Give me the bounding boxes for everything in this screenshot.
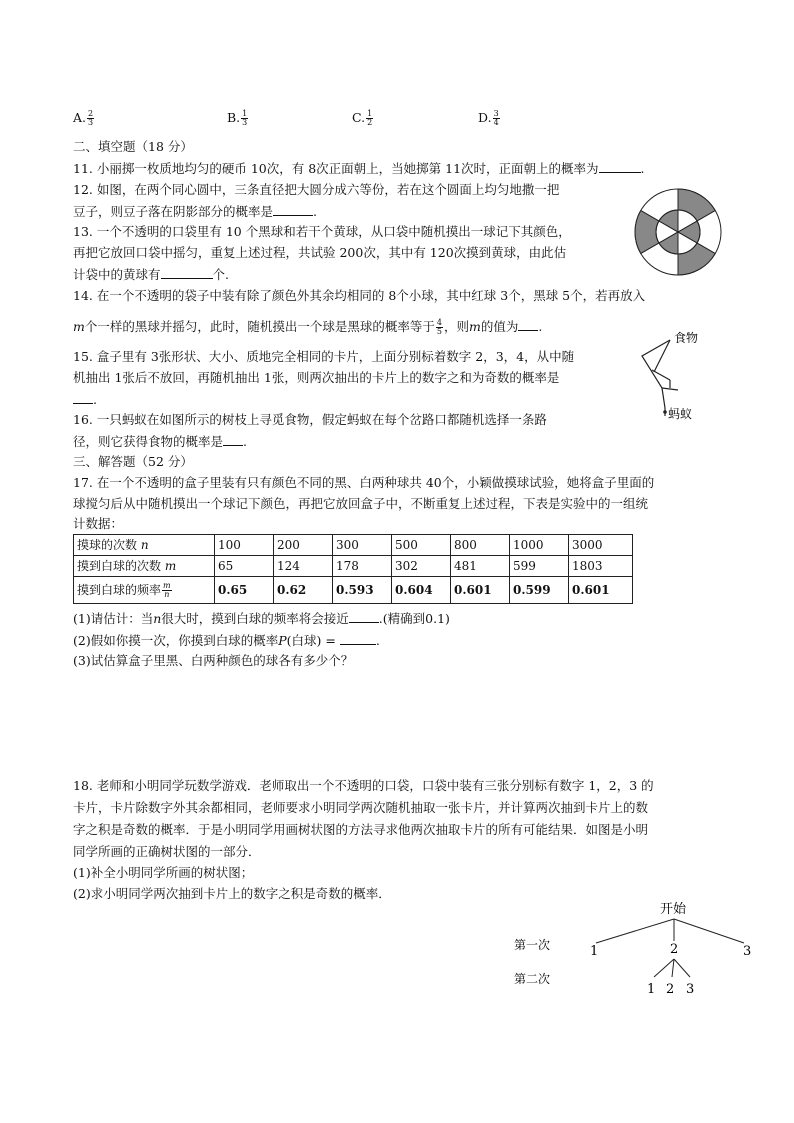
table-row-n <box>74 535 633 556</box>
n-cell: 500 <box>392 535 451 556</box>
option-a-den: 3 <box>88 118 94 127</box>
tree-level1-node: 3 <box>743 944 752 959</box>
concentric-circles-figure <box>632 186 724 278</box>
q11-answer-blank[interactable] <box>599 158 641 173</box>
q11-text: 11. 小丽掷一枚质地均匀的硬币 10次，有 8次正面朝上，当她掷第 11次时，正面朝上的概率为 <box>73 161 599 176</box>
n-cell: 3000 <box>569 535 633 556</box>
q17-p2c: . <box>375 633 380 648</box>
row-freq-label: 摸到白球的频率 <box>77 583 162 597</box>
q14-line2 <box>73 316 542 337</box>
m-cell: 124 <box>274 556 333 577</box>
option-d <box>478 108 501 128</box>
q16-line2 <box>73 431 247 452</box>
tree-level1-node: 1 <box>590 944 599 959</box>
row-n-var: n <box>140 538 149 552</box>
tree-level1-label: 第一次 <box>514 938 551 952</box>
n-cell: 800 <box>451 535 510 556</box>
q17-p2-answer-blank[interactable] <box>340 630 376 645</box>
m-cell: 481 <box>451 556 510 577</box>
m-cell: 302 <box>392 556 451 577</box>
q17-line3: 计数据： <box>73 516 124 531</box>
tree-sub-branch-2 <box>672 959 674 977</box>
q14-end: . <box>538 319 543 334</box>
q14-den: 5 <box>436 327 442 336</box>
q17-p2a: (2)假如你摸一次，你摸到白球的概率 <box>73 633 279 648</box>
q14-answer-blank[interactable] <box>518 316 538 331</box>
q14-num: 4 <box>436 318 442 327</box>
table-row-freq <box>74 577 633 604</box>
freq-cell: 0.604 <box>392 577 451 604</box>
q17-line1: 17. 在一个不透明的盒子里装有只有颜色不同的黑、白两种球共 40个，小颖做摸球试验，她将盒子里面的 <box>73 475 655 490</box>
q13-answer-blank[interactable] <box>161 264 213 279</box>
q12-line1: 12. 如图，在两个同心圆中，三条直径把大圆分成六等份，若在这个圆面上均匀地撒一把 <box>73 182 560 197</box>
freq-cell: 0.593 <box>333 577 392 604</box>
option-c-num: 1 <box>367 109 373 118</box>
option-a <box>73 108 95 128</box>
q17-part2 <box>73 630 380 651</box>
q14-line2a: 个一样的黑球并摇匀，此时，随机摸出一个球是黑球的概率等于 <box>84 319 435 334</box>
ant-tree-figure <box>632 326 712 428</box>
q17-p1a: (1)请估计：当 <box>73 611 154 626</box>
q11-end: . <box>640 161 645 176</box>
q18-line3: 字之积是奇数的概率．于是小明同学用画树状图的方法寻求他两次抽取卡片的所有可能结果．如图是小明 <box>73 822 649 837</box>
q18-line4: 同学所画的正确树状图的一部分． <box>73 844 261 859</box>
freq-cell: 0.62 <box>274 577 333 604</box>
m-cell: 1803 <box>569 556 633 577</box>
tree-root: 开始 <box>660 902 687 917</box>
tree-level1-node: 2 <box>670 942 679 957</box>
q15-line2: 机抽出 1张后不放回，再随机抽出 1张，则两次抽出的卡片上的数字之和为奇数的概率是 <box>73 370 560 385</box>
q13-line2: 再把它放回口袋中摇匀，重复上述过程，共试验 200次，其中有 120次摸到黄球，由此估 <box>73 245 567 260</box>
q16-answer-blank[interactable] <box>223 431 243 446</box>
q17-p1-var: n <box>153 611 162 626</box>
q12-line2-text: 豆子，则豆子落在阴影部分的概率是 <box>73 204 274 219</box>
q16-line2-text: 径，则它获得食物的概率是 <box>73 434 224 449</box>
tree-branch-3 <box>674 919 744 943</box>
tree-sub-branch-3 <box>674 959 690 977</box>
option-b-fraction <box>241 110 248 127</box>
option-b-den: 3 <box>242 118 248 127</box>
option-a-num: 2 <box>88 109 94 118</box>
q12-line2 <box>73 201 317 222</box>
q18-line2: 卡片，卡片除数字外其余都相同，老师要求小明同学两次随机抽取一张卡片，并计算两次抽到卡片上的数 <box>73 800 649 815</box>
tree-branch-1 <box>596 919 674 943</box>
q16-line1: 16. 一只蚂蚁在如图所示的树枝上寻觅食物，假定蚂蚁在每个岔路口都随机选择一条路 <box>73 412 547 427</box>
freq-cell: 0.65 <box>215 577 274 604</box>
option-b-num: 1 <box>242 109 248 118</box>
q18-part2: (2)求小明同学两次抽到卡片上的数字之积是奇数的概率． <box>73 886 391 901</box>
row-n-header <box>74 535 215 556</box>
option-c-den: 2 <box>367 118 373 127</box>
q17-p1b: 很大时，摸到白球的频率将会接近 <box>161 611 349 626</box>
q14-fraction <box>436 319 443 336</box>
q14-line2b: ，则 <box>443 319 469 334</box>
q12-end: . <box>313 204 317 219</box>
table-row-m <box>74 556 633 577</box>
q15-line3 <box>73 389 97 410</box>
ant-label: 蚂蚁 <box>668 407 693 421</box>
food-label: 食物 <box>674 331 699 345</box>
q13-line3-end: 个. <box>212 267 229 282</box>
row-freq-den: n <box>164 590 170 599</box>
q17-part3: (3)试估算盒子里黑、白两种颜色的球各有多少个？ <box>73 653 354 668</box>
q12-answer-blank[interactable] <box>273 201 313 216</box>
q16-end: . <box>243 434 247 449</box>
tree-level2-label: 第二次 <box>514 972 551 986</box>
freq-cell: 0.601 <box>451 577 510 604</box>
q14-line2c: 的值为 <box>480 319 519 334</box>
q13-line1: 13. 一个不透明的口袋里有 10 个黑球和若干个黄球，从口袋中随机摸出一球记下其颜色， <box>73 224 571 239</box>
option-d-fraction <box>493 110 500 127</box>
n-cell: 100 <box>215 535 274 556</box>
tree-level2-node: 2 <box>666 982 675 997</box>
option-c-letter: C. <box>352 110 366 125</box>
q13-line3 <box>73 264 229 285</box>
q14-line1: 14. 在一个不透明的袋子中装有除了颜色外其余均相同的 8个小球，其中红球 3个，黑球 5个，若再放入 <box>73 288 646 303</box>
q17-p2b: (白球) = <box>286 633 336 648</box>
option-d-letter: D. <box>478 110 492 125</box>
freq-cell: 0.599 <box>510 577 569 604</box>
q15-end: . <box>93 392 97 407</box>
n-cell: 1000 <box>510 535 569 556</box>
row-freq-header <box>74 577 215 604</box>
q17-p1-answer-blank[interactable] <box>349 608 379 623</box>
m-cell: 178 <box>333 556 392 577</box>
n-cell: 300 <box>333 535 392 556</box>
row-m-var: m <box>164 559 177 573</box>
freq-cell: 0.601 <box>569 577 633 604</box>
option-a-fraction <box>87 110 94 127</box>
option-c-fraction <box>366 110 373 127</box>
q17-line2: 球搅匀后从中随机摸出一个球记下颜色，再把它放回盒子中，不断重复上述过程，下表是实验中的一组统 <box>73 496 649 511</box>
row-freq-num: m <box>163 581 171 590</box>
m-cell: 65 <box>215 556 274 577</box>
q14-var-m: m <box>73 319 85 334</box>
row-m-header <box>74 556 215 577</box>
q18-part1: (1)补全小明同学所画的树状图； <box>73 865 254 880</box>
n-cell: 200 <box>274 535 333 556</box>
q15-answer-blank[interactable] <box>73 389 93 404</box>
option-a-letter: A. <box>73 110 87 125</box>
tree-sub-branch-1 <box>654 959 674 977</box>
q17-p1c: .(精确到0.1) <box>378 611 450 626</box>
tree-level2-node: 1 <box>647 982 656 997</box>
q18-line1: 18. 老师和小明同学玩数学游戏．老师取出一个不透明的口袋，口袋中装有三张分别标有数字 1，2，3 的 <box>73 778 654 793</box>
q17-data-table <box>73 534 633 604</box>
row-m-label: 摸到白球的次数 <box>77 559 162 573</box>
section-2-title: 二、填空题（18 分） <box>73 139 193 154</box>
q11 <box>73 158 645 179</box>
option-c <box>352 108 374 128</box>
row-freq-fraction <box>162 582 172 599</box>
q14-var-m-2: m <box>468 319 481 334</box>
q15-line1: 15. 盒子里有 3张形状、大小、质地完全相同的卡片，上面分别标着数字 2，3，4，从中随 <box>73 349 575 364</box>
section-3-title: 三、解答题（52 分） <box>73 454 193 469</box>
m-cell: 599 <box>510 556 569 577</box>
option-b <box>227 108 249 128</box>
q17-part1 <box>73 608 450 629</box>
option-d-num: 3 <box>493 109 499 118</box>
option-d-den: 4 <box>493 118 499 127</box>
q17-p2-var: P <box>278 633 287 648</box>
row-n-label: 摸球的次数 <box>77 538 138 552</box>
option-b-letter: B. <box>227 110 241 125</box>
tree-diagram <box>500 895 770 1000</box>
q13-line3-text: 计袋中的黄球有 <box>73 267 161 282</box>
tree-level2-node: 3 <box>686 982 695 997</box>
ant-dot <box>663 410 667 414</box>
